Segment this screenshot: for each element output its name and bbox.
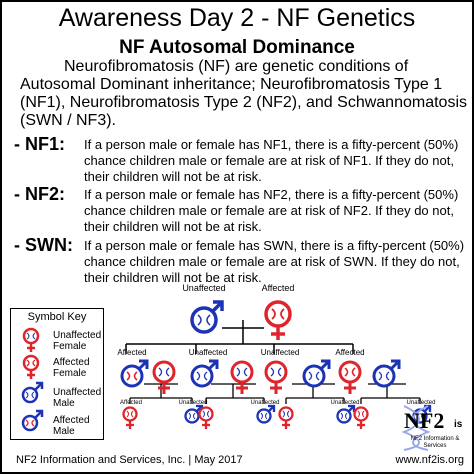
footer-credit: NF2 Information and Services, Inc. | May 2017: [16, 454, 243, 466]
child-label: Affected: [117, 348, 147, 357]
grandchild-label: Unaffected: [330, 400, 360, 406]
logo-tagline: NF2 Information & Services: [410, 436, 460, 449]
parent-affected-female-icon: [266, 302, 290, 340]
swn-label: - SWN:: [14, 235, 73, 255]
parent-unaffected-male-icon: [192, 302, 222, 332]
grandchild-affected-female-icon: [355, 408, 368, 430]
child-label: Unaffected: [260, 348, 300, 357]
child-unaffected-male-icon: [192, 361, 217, 386]
key-label-affected-male: Affected Male: [53, 415, 90, 437]
child-unaffected-female-icon: [266, 362, 286, 394]
child-unaffected-female-icon: [232, 362, 252, 394]
logo-subscript: is: [454, 419, 463, 430]
footer-url[interactable]: www.nf2is.org: [395, 454, 464, 466]
nf1-label: - NF1:: [14, 134, 65, 154]
unaffected-female-icon: [24, 329, 38, 352]
nf2is-logo: [398, 402, 470, 452]
parent-label: Affected: [261, 283, 295, 293]
grandchild-affected-female-icon: [124, 408, 137, 430]
key-label-unaffected-male: Unaffected Male: [53, 387, 102, 409]
child-unaffected-male-icon: [304, 361, 329, 386]
grandchild-label: Unaffected: [250, 400, 280, 406]
intro-paragraph: Neurofibromatosis (NF) are genetic conditions of Autosomal Dominant inheritance; Neurofibromatosis Type 1 (NF1), Neurofibromatosis Type 2 (NF2), and Schwannomatosis (SWN / NF3).: [20, 58, 467, 129]
nf2-label: - NF2:: [14, 184, 65, 204]
child-label: Affected: [335, 348, 365, 357]
affected-male-icon: [23, 411, 42, 430]
nf1-text: If a person male or female has NF1, there is a fifty-percent (50%) chance children male or female are at risk of NF1. If they do not, their children will not be at risk.: [84, 137, 459, 184]
symbol-key: [10, 308, 104, 440]
grandchild-label: Unaffected: [178, 400, 208, 406]
nf2-text: If a person male or female has NF2, there is a fifty-percent (50%) chance children male or female are at risk of NF2. If they do not, their children will not be at risk.: [84, 187, 459, 234]
key-label-affected-female: Affected Female: [53, 357, 90, 379]
logo-brand: NF2: [404, 408, 445, 433]
key-label-unaffected-female: Unaffected Female: [53, 330, 102, 352]
grandchild-unaffected-female-icon: [280, 408, 293, 430]
grandchild-label: Affected: [120, 400, 142, 406]
child-unaffected-female-icon: [154, 362, 174, 394]
page-title: Awareness Day 2 - NF Genetics: [58, 4, 416, 32]
grandchild-unaffected-female-icon: [200, 408, 213, 430]
child-affected-female-icon: [340, 362, 360, 394]
affected-female-icon: [24, 356, 38, 379]
grandchild-unaffected-male-icon: [338, 406, 355, 423]
page-subtitle: NF Autosomal Dominance: [119, 37, 355, 58]
unaffected-male-icon: [23, 383, 42, 402]
child-unaffected-male-icon: [374, 361, 399, 386]
symbol-key-title: Symbol Key: [27, 311, 87, 323]
child-affected-male-icon: [122, 361, 147, 386]
parent-label: Unaffected: [182, 283, 226, 293]
swn-text: If a person male or female has SWN, there is a fifty-percent (50%) chance children male or female are at risk of SWN. If they do not, their children will not be at risk.: [84, 238, 465, 285]
symbol-key-icons: [16, 327, 46, 437]
grandchild-unaffected-male-icon: [258, 406, 275, 423]
grandchild-label: Unaffected: [406, 400, 436, 406]
child-label: Unaffected: [188, 348, 228, 357]
